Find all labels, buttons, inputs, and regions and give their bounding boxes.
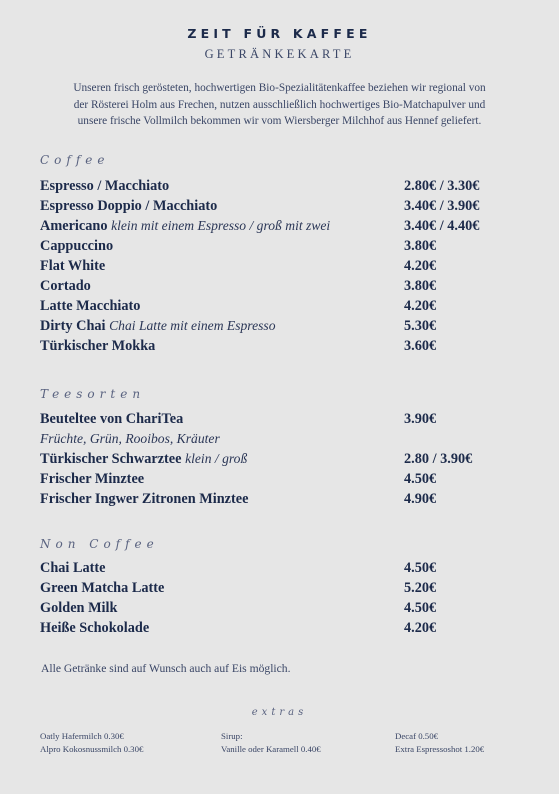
extras-column-syrup: [221, 730, 321, 756]
menu-item: [40, 489, 540, 509]
menu-item: [40, 176, 540, 196]
item-price: 4.50€: [404, 471, 437, 487]
item-name: Espresso / Macchiato: [40, 178, 170, 194]
ice-note: Alle Getränke sind auf Wunsch auch auf Eis möglich.: [41, 662, 291, 675]
item-name: Golden Milk: [40, 600, 118, 616]
item-price: 4.20€: [404, 298, 437, 314]
item-price: 3.40€ / 3.90€: [404, 198, 480, 214]
extras-item: Oatly Hafermilch 0.30€: [40, 731, 124, 741]
item-name: Beuteltee von ChariTea: [40, 411, 184, 427]
non-coffee-list: [40, 558, 540, 638]
item-name: Flat White: [40, 258, 106, 274]
item-name: Cappuccino: [40, 238, 114, 254]
menu-item: [40, 598, 540, 618]
item-price: 4.50€: [404, 600, 437, 616]
menu-item: [40, 276, 540, 296]
menu-item: [40, 236, 540, 256]
menu-item: [40, 558, 540, 578]
item-name: Frischer Minztee: [40, 471, 145, 487]
item-price: 2.80 / 3.90€: [404, 451, 473, 467]
intro-text: [38, 80, 521, 130]
section-heading-non-coffee: Non Coffee: [40, 537, 159, 551]
item-price: 3.40€ / 4.40€: [404, 218, 480, 234]
section-heading-extras: extras: [251, 707, 308, 718]
menu-item: [40, 216, 540, 236]
item-name: Cortado: [40, 278, 91, 294]
menu-item: [40, 316, 540, 336]
item-description: klein mit einem Espresso / groß mit zwei: [111, 218, 331, 233]
menu-item: [40, 196, 540, 216]
extras-item: Decaf 0.50€: [395, 731, 438, 741]
item-price: 5.30€: [404, 318, 437, 334]
section-heading-coffee: Coffee: [40, 153, 110, 167]
menu-item: [40, 336, 540, 356]
menu-item: [40, 296, 540, 316]
item-price: 4.20€: [404, 258, 437, 274]
item-price: 2.80€ / 3.30€: [404, 178, 480, 194]
tea-list: [40, 409, 540, 509]
item-description: klein / groß: [185, 451, 248, 466]
section-heading-tea: Teesorten: [40, 387, 146, 401]
menu-item: [40, 578, 540, 598]
item-name: Dirty Chai: [40, 318, 106, 334]
menu-item: [40, 449, 540, 469]
menu-item: [40, 618, 540, 638]
item-name: Frischer Ingwer Zitronen Minztee: [40, 491, 249, 507]
menu-item: [40, 409, 540, 429]
item-price: 3.90€: [404, 411, 437, 427]
extras-column-milk: [40, 730, 143, 756]
item-name: Latte Macchiato: [40, 298, 141, 314]
item-price: 3.80€: [404, 278, 437, 294]
intro-line: Unseren frisch gerösteten, hochwertigen Bio-Spezialitätenkaffee beziehen wir regional von: [73, 82, 486, 94]
intro-line: unsere frische Vollmilch bekommen wir vom Wiersberger Milchhof aus Hennef geliefert.: [77, 115, 482, 127]
item-variants: Früchte, Grün, Rooibos, Kräuter: [40, 431, 220, 446]
extras-item: Extra Espressoshot 1.20€: [395, 744, 485, 754]
page-subtitle: GETRÄNKEKARTE: [204, 47, 355, 61]
item-name: Heiße Schokolade: [40, 620, 150, 636]
menu-item: [40, 469, 540, 489]
item-price: 4.20€: [404, 620, 437, 636]
intro-line: der Rösterei Holm aus Frechen, nutzen ausschließlich hochwertiges Bio-Matchapulver und: [73, 98, 486, 111]
item-name: Green Matcha Latte: [40, 580, 165, 596]
menu-item: [40, 256, 540, 276]
item-price: 5.20€: [404, 580, 437, 596]
extras-column-espresso: [395, 730, 484, 756]
item-name: Türkischer Schwarztee: [40, 451, 182, 467]
item-price: 4.90€: [404, 491, 437, 507]
item-price: 3.60€: [404, 338, 437, 354]
extras-item: Sirup:: [221, 731, 243, 741]
item-name: Chai Latte: [40, 560, 106, 576]
item-name: Türkischer Mokka: [40, 338, 156, 354]
item-price: 3.80€: [404, 238, 437, 254]
page-title: ZEIT FÜR KAFFEE: [187, 26, 372, 41]
item-price: 4.50€: [404, 560, 437, 576]
extras-item: Vanille oder Karamell 0.40€: [221, 744, 321, 754]
item-description: Chai Latte mit einem Espresso: [109, 318, 276, 333]
extras-item: Alpro Kokosnussmilch 0.30€: [40, 744, 144, 754]
item-name: Espresso Doppio / Macchiato: [40, 198, 218, 214]
item-name: Americano: [40, 218, 108, 234]
coffee-list: [40, 176, 540, 356]
